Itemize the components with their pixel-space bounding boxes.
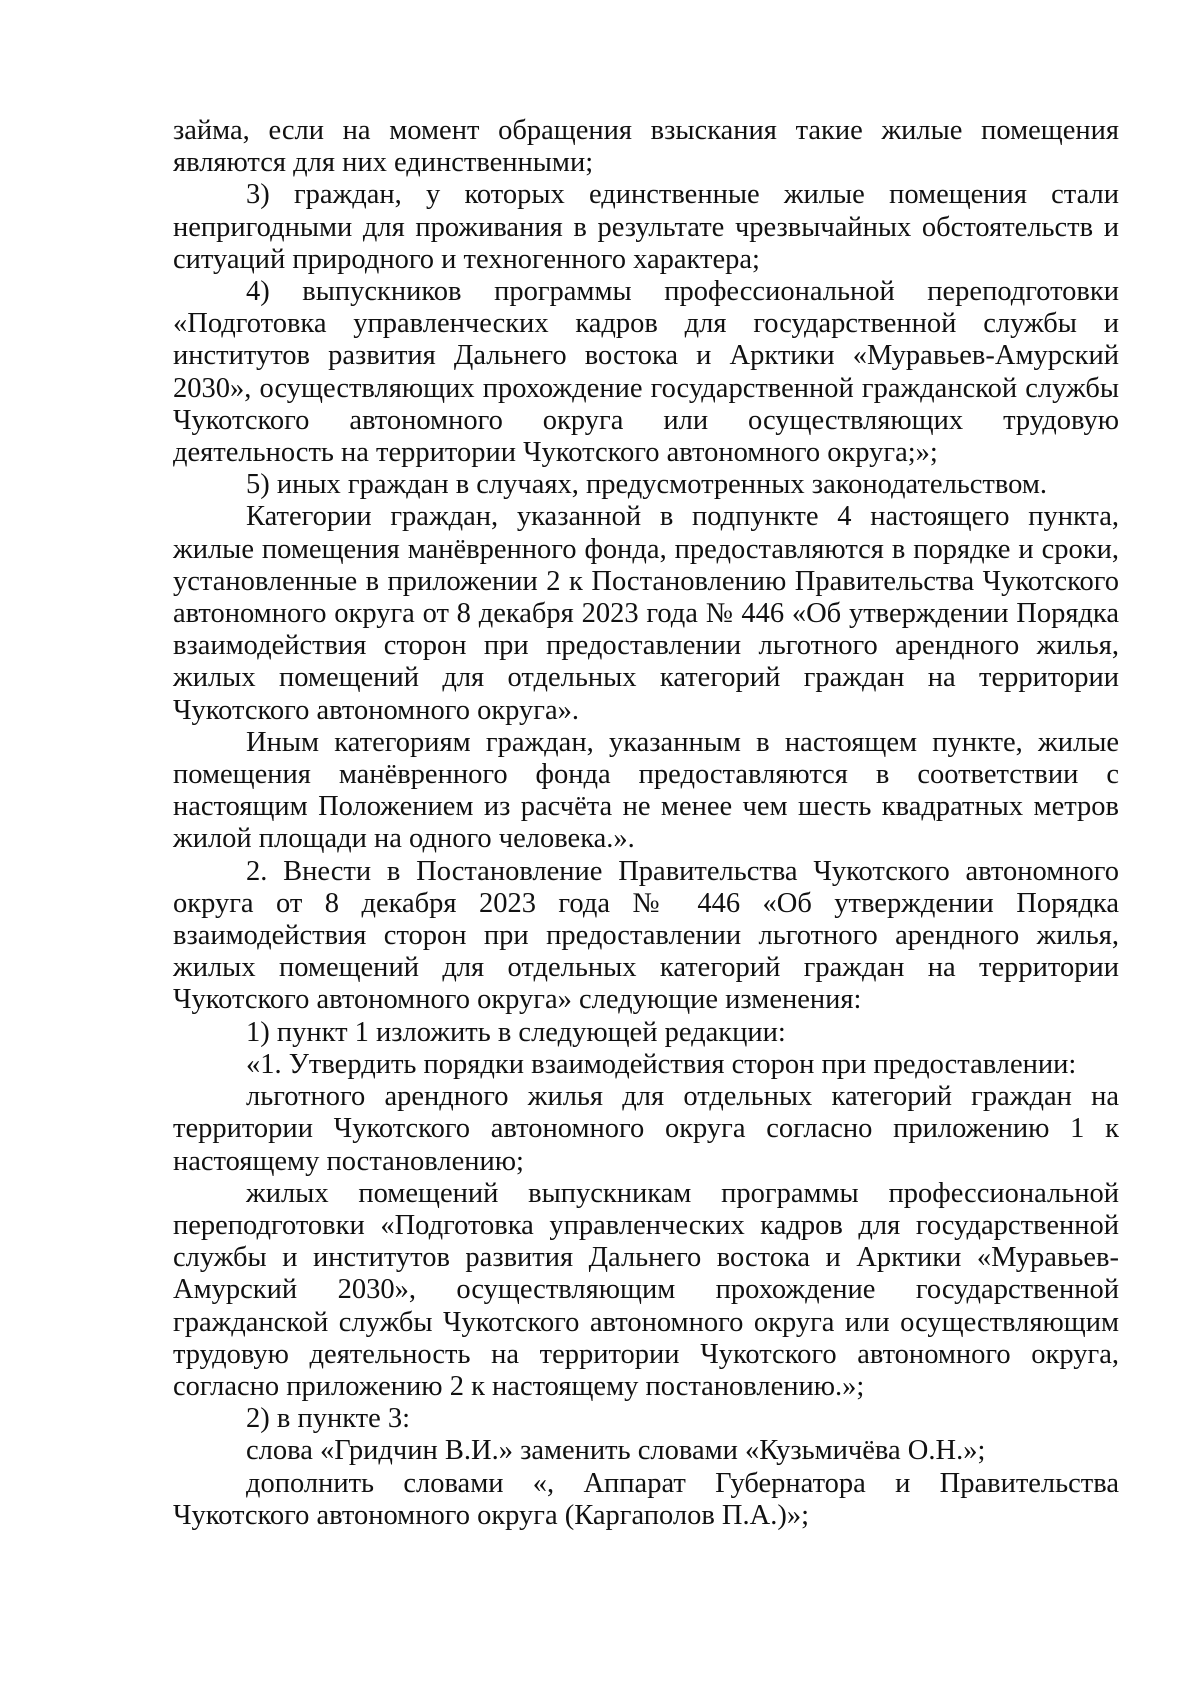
- paragraph-item-3: 3) граждан, у которых единственные жилые помещения стали непригодными для проживания в результате чрезвычайных обстоятельств и ситуаций природного и техногенного характера;: [173, 179, 1119, 275]
- paragraph-continuation: займа, если на момент обращения взыскания такие жилые помещения являются для них единственными;: [173, 115, 1119, 179]
- paragraph-add-words: дополнить словами «, Аппарат Губернатора и Правительства Чукотского автономного округа (Каргаполов П.А.)»;: [173, 1467, 1119, 1531]
- paragraph-clause-2-item-2: 2) в пункте 3:: [246, 1403, 411, 1435]
- paragraph-clause-2: 2. Внести в Постановление Правительства Чукотского автономного округа от 8 декабря 2023 года № 446 «Об утверждении Порядка взаимодействия сторон при предоставлении льготного арендного жилья, жилых помещений для отдельных категорий граждан на территории Чукотского автономного округа» следующие изменения:: [173, 855, 1119, 1016]
- paragraph-item-4: 4) выпускников программы профессиональной переподготовки «Подготовка управленческих кадров для государственной службы и институтов развития Дальнего востока и Арктики «Муравьев-Амурский 2030», осуществляющих прохождение государственной гражданской службы Чукотского автономного округа или осуществляющих трудовую деятельность на территории Чукотского автономного округа;»;: [173, 276, 1119, 469]
- paragraph-category-subitem-4: Категории граждан, указанной в подпункте 4 настоящего пункта, жилые помещения манёвренного фонда, предоставляются в порядке и сроки, установленные в приложении 2 к Постановлению Правительства Чукотского автономного округа от 8 декабря 2023 года № 446 «Об утверждении Порядка взаимодействия сторон при предоставлении льготного арендного жилья, жилых помещений для отдельных категорий граждан на территории Чукотского автономного округа».: [173, 501, 1119, 726]
- paragraph-replace-words: слова «Гридчин В.И.» заменить словами «Кузьмичёва О.Н.»;: [246, 1435, 986, 1467]
- document-page: [173, 115, 1119, 1532]
- paragraph-item-5: 5) иных граждан в случаях, предусмотренных законодательством.: [246, 469, 1048, 501]
- paragraph-new-item-1: «1. Утвердить порядки взаимодействия сторон при предоставлении:: [246, 1048, 1077, 1080]
- paragraph-other-categories: Иным категориям граждан, указанным в настоящем пункте, жилые помещения манёвренного фонда предоставляются в соответствии с настоящим Положением из расчёта не менее чем шесть квадратных метров жилой площади на одного человека.».: [173, 726, 1119, 855]
- paragraph-clause-2-item-1: 1) пункт 1 изложить в следующей редакции:: [246, 1016, 786, 1048]
- paragraph-graduates-housing: жилых помещений выпускникам программы профессиональной переподготовки «Подготовка управленческих кадров для государственной службы и институтов развития Дальнего востока и Арктики «Муравьев-Амурский 2030», осуществляющим прохождение государственной гражданской службы Чукотского автономного округа или осуществляющим трудовую деятельность на территории Чукотского автономного округа, согласно приложению 2 к настоящему постановлению.»;: [173, 1177, 1119, 1402]
- paragraph-preferential-rent: льготного арендного жилья для отдельных категорий граждан на территории Чукотского автономного округа согласно приложению 1 к настоящему постановлению;: [173, 1081, 1119, 1177]
